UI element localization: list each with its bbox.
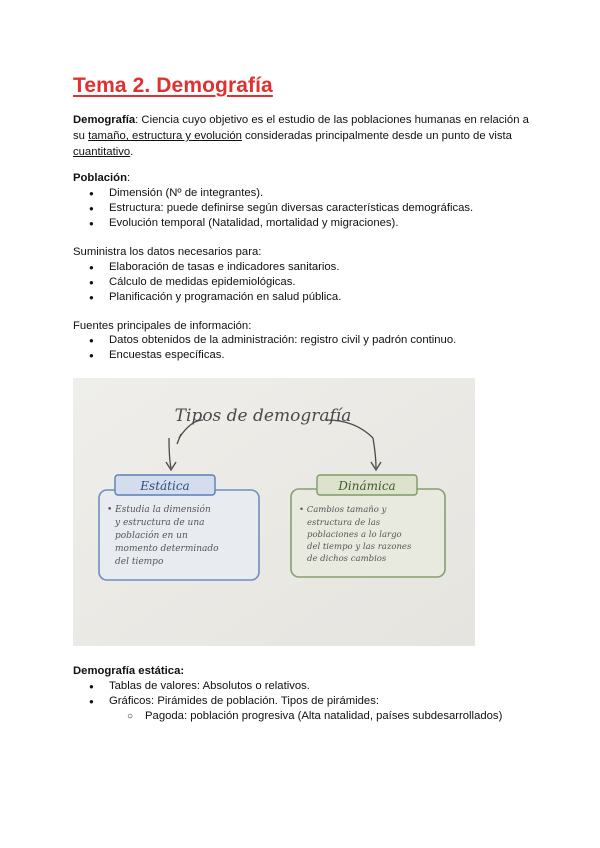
intro-underline-2: cuantitativo (73, 146, 131, 158)
estatica-line: • Estudia la dimensión (107, 505, 211, 515)
intro-underline-1: tamaño, estructura y evolución (88, 130, 242, 142)
dinamica-line: de dichos cambios (307, 554, 387, 564)
intro-term: Demografía (73, 114, 136, 126)
estatica-line: población en un (115, 531, 188, 541)
diagram-title: Tipos de demografía (174, 406, 352, 426)
dinamica-line: del tiempo y las razones (307, 542, 412, 552)
poblacion-heading (73, 170, 533, 186)
list-item: ● Evolución temporal (Natalidad, mortalidad y migraciones). (73, 216, 473, 231)
intro-paragraph (73, 112, 533, 160)
estatica-section-label: Demografía estática: (73, 665, 185, 677)
dinamica-line: poblaciones a lo largo (307, 530, 402, 540)
tipos-demografia-diagram (73, 378, 475, 646)
estatica-box (99, 475, 259, 580)
intro-text-3: . (130, 146, 134, 158)
intro-text-2: consideradas principalmente desde un punto de vista (241, 130, 512, 142)
list-item-text: Gráficos: Pirámides de población. Tipos de pirámides: (109, 695, 379, 707)
fuentes-list (73, 333, 456, 363)
sublist-item: ○ Pagoda: población progresiva (Alta natalidad, países subdesarrollados) (73, 709, 502, 724)
list-item: ● Dimensión (Nº de integrantes). (73, 186, 473, 201)
suministra-list (73, 260, 341, 305)
intro-text-1: : Ciencia cuyo objetivo es el estudio de las poblaciones humanas en relación a su (73, 114, 529, 142)
page-title: Tema 2. Demografía (73, 74, 273, 97)
estatica-line: y estructura de una (115, 518, 205, 528)
list-item: ● Cálculo de medidas epidemiológicas. (73, 275, 341, 290)
suministra-heading: Suministra los datos necesarios para: (73, 246, 262, 258)
dinamica-line: • Cambios tamaño y (299, 505, 387, 515)
piramides-sublist (73, 709, 502, 724)
estatica-line: del tiempo (115, 557, 164, 567)
list-item: ● Planificación y programación en salud pública. (73, 290, 341, 305)
list-item (73, 694, 502, 724)
dinamica-box (291, 475, 445, 577)
list-item: ● Estructura: puede definirse según diversas características demográficas. (73, 201, 473, 216)
fuentes-heading: Fuentes principales de información: (73, 320, 252, 332)
estatica-section-heading (73, 663, 533, 679)
dinamica-line: estructura de las (307, 518, 381, 528)
list-item: ● Encuestas específicas. (73, 348, 456, 363)
poblacion-list (73, 186, 473, 231)
poblacion-colon: : (126, 172, 131, 184)
poblacion-label: Población (73, 172, 127, 184)
list-item: ● Tablas de valores: Absolutos o relativos. (73, 679, 502, 694)
list-item: ● Datos obtenidos de la administración: registro civil y padrón continuo. (73, 333, 456, 348)
estatica-list (73, 679, 502, 724)
dinamica-heading: Dinámica (338, 479, 396, 493)
list-item: ● Elaboración de tasas e indicadores sanitarios. (73, 260, 341, 275)
estatica-line: momento determinado (115, 544, 219, 554)
estatica-heading: Estática (140, 479, 190, 493)
